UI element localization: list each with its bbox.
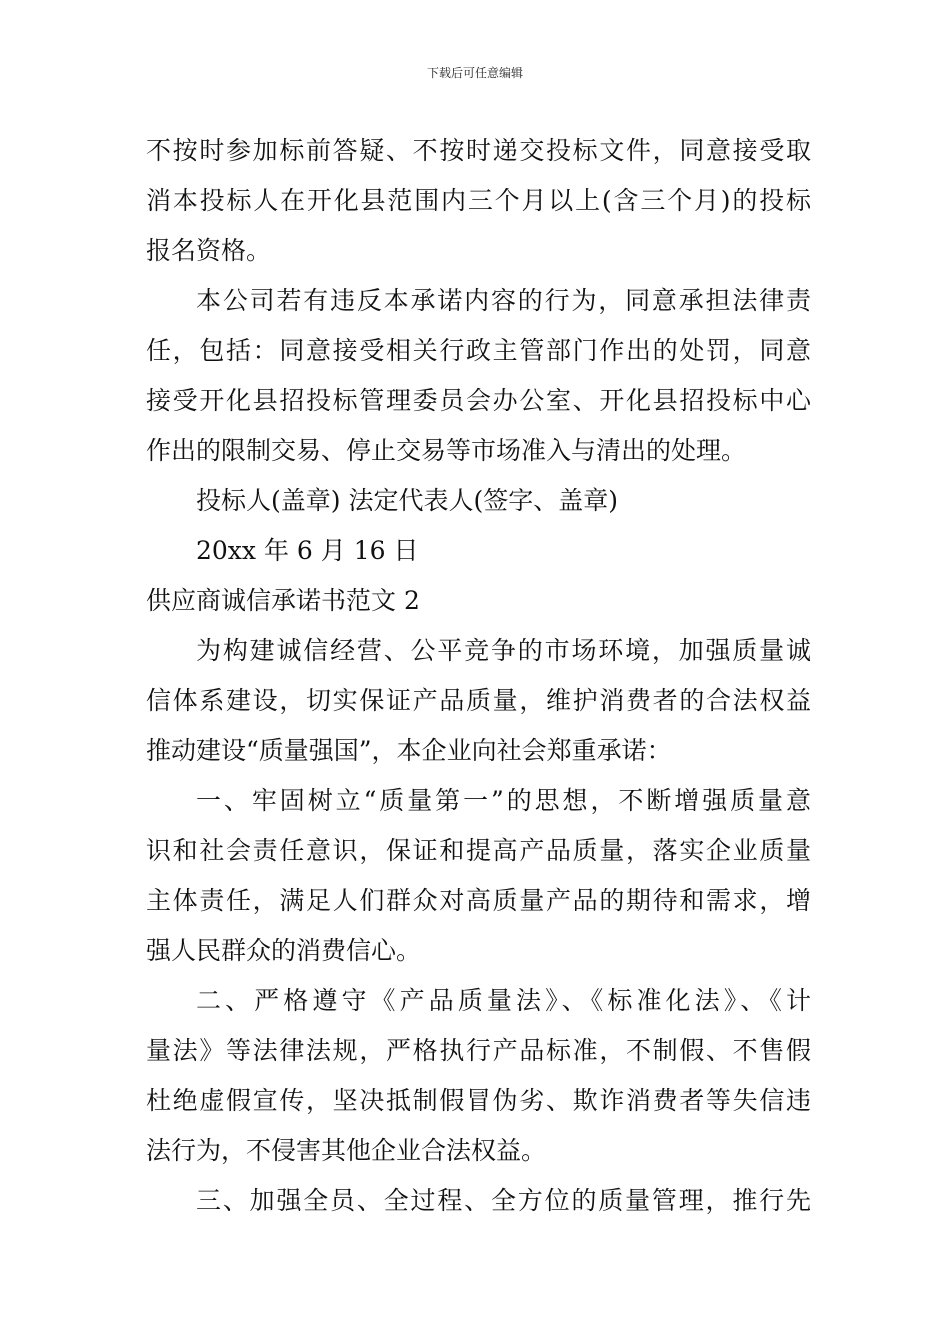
paragraph-start-line: 为构建诚信经营、公平竞争的市场环境，加强质量诚: [196, 636, 811, 665]
paragraph-start-line: 三、加强全员、全过程、全方位的质量管理，推行先: [196, 1186, 811, 1215]
text-line: 量法》等法律法规，严格执行产品标准，不制假、不售假: [146, 1036, 811, 1065]
text-line: 法行为，不侵害其他企业合法权益。: [146, 1136, 547, 1165]
signature-line: 投标人(盖章) 法定代表人(签字、盖章): [196, 486, 618, 515]
text-line: 识和社会责任意识，保证和提高产品质量，落实企业质量: [146, 836, 811, 865]
text-line: 接受开化县招投标管理委员会办公室、开化县招投标中心: [146, 386, 811, 415]
text-line: 强人民群众的消费信心。: [146, 936, 422, 965]
date-line: 20xx 年 6 月 16 日: [196, 536, 419, 565]
document-body: [146, 126, 811, 1226]
text-line: 不按时参加标前答疑、不按时递交投标文件，同意接受取: [146, 136, 811, 165]
page-header: 下载后可任意编辑: [426, 66, 523, 80]
section-title: 供应商诚信承诺书范文 2: [146, 586, 420, 615]
text-line: 杜绝虚假宣传，坚决抵制假冒伪劣、欺诈消费者等失信违: [146, 1086, 811, 1115]
paragraph-start-line: 二、严格遵守《产品质量法》、《标准化法》、《计: [196, 986, 811, 1015]
text-line: 作出的限制交易、停止交易等市场准入与清出的处理。: [146, 436, 747, 465]
text-line: 报名资格。: [146, 236, 272, 265]
text-line: 信体系建设，切实保证产品质量，维护消费者的合法权益: [146, 686, 811, 715]
text-line: 任，包括：同意接受相关行政主管部门作出的处罚，同意: [146, 336, 811, 365]
text-line: 消本投标人在开化县范围内三个月以上(含三个月)的投标: [146, 186, 811, 215]
text-line: 推动建设“质量强国”，本企业向社会郑重承诺：: [146, 736, 672, 765]
paragraph-start-line: 一、牢固树立“质量第一”的思想，不断增强质量意: [196, 786, 811, 815]
paragraph-start-line: 本公司若有违反本承诺内容的行为，同意承担法律责: [196, 286, 811, 315]
text-line: 主体责任，满足人们群众对高质量产品的期待和需求，增: [146, 886, 811, 915]
